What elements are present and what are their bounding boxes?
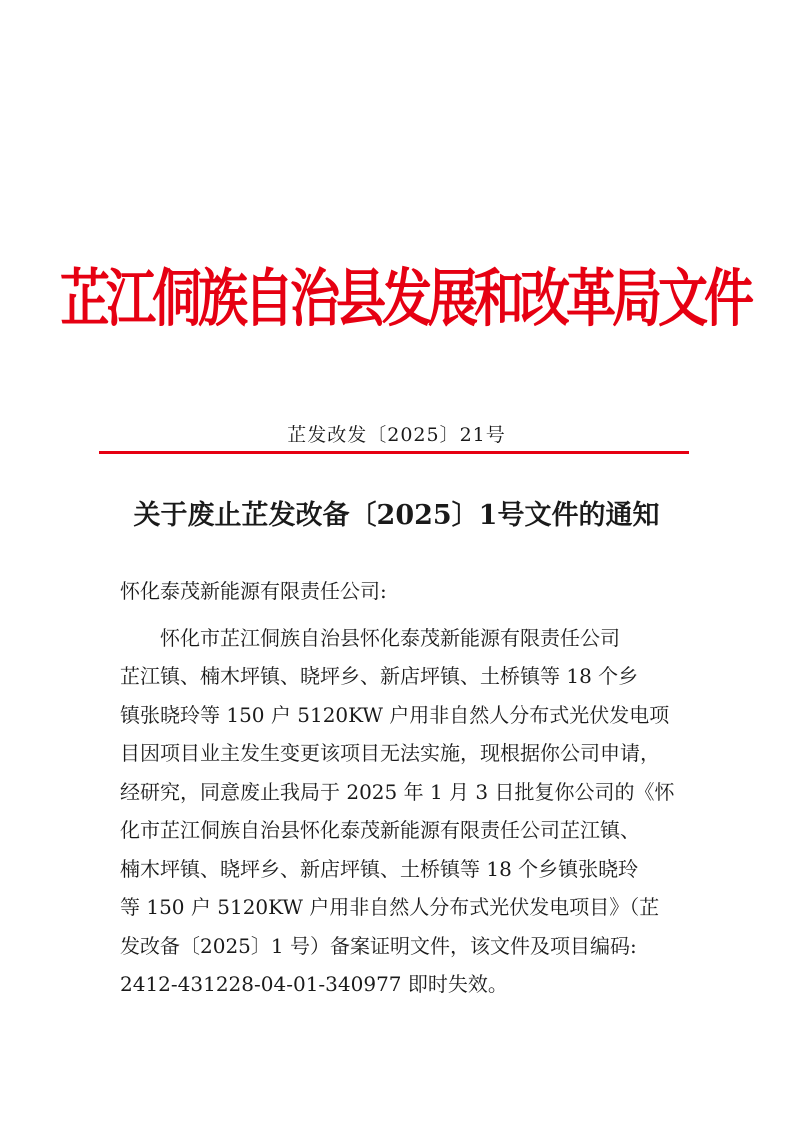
issuing-organization-title: 芷江侗族自治县发展和改革局文件 — [60, 261, 750, 335]
notice-title: 关于废止芷发改备〔2025〕1号文件的通知 — [133, 500, 660, 531]
document-number: 芷发改发〔2025〕21号 — [287, 424, 506, 446]
body-line: 等 150 户 5120KW 户用非自然人分布式光伏发电项目》（芷 — [120, 895, 660, 919]
body-line: 镇张晓玲等 150 户 5120KW 户用非自然人分布式光伏发电项 — [120, 703, 670, 727]
recipient: 怀化泰茂新能源有限责任公司: — [120, 579, 387, 603]
body-line: 经研究，同意废止我局于 2025 年 1 月 3 日批复你公司的《怀 — [120, 780, 675, 804]
red-divider-line — [99, 451, 689, 454]
body-line: 楠木坪镇、晓坪乡、新店坪镇、土桥镇等 18 个乡镇张晓玲 — [120, 857, 639, 881]
body-line: 2412-431228-04-01-340977 即时失效。 — [120, 972, 508, 996]
body-line: 化市芷江侗族自治县怀化泰茂新能源有限责任公司芷江镇、 — [120, 818, 640, 842]
body-line: 发改备〔2025〕1 号）备案证明文件，该文件及项目编码: — [120, 934, 637, 958]
body-line: 怀化市芷江侗族自治县怀化泰茂新能源有限责任公司 — [160, 626, 620, 650]
body-line: 芷江镇、楠木坪镇、晓坪乡、新店坪镇、土桥镇等 18 个乡 — [120, 664, 639, 688]
body-line: 目因项目业主发生变更该项目无法实施，现根据你公司申请， — [120, 741, 660, 765]
